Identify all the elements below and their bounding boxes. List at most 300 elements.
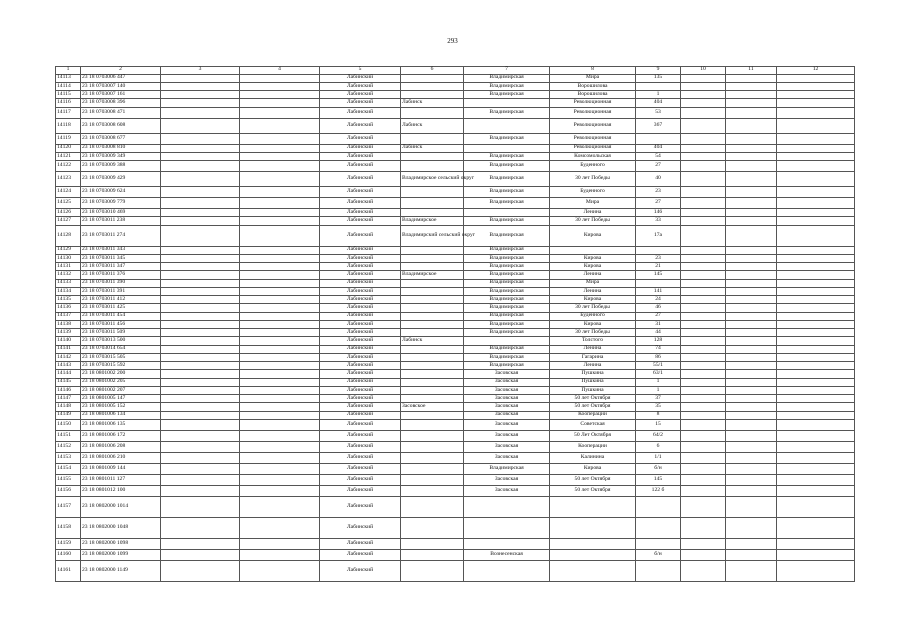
table-cell: Вознесенская: [464, 549, 550, 560]
table-cell: Лабинский: [320, 386, 401, 394]
table-cell: Лабинск: [401, 144, 464, 152]
table-cell: [681, 419, 726, 430]
table-cell: Пушкина: [550, 386, 636, 394]
table-row: [56, 378, 855, 386]
table-cell: 27: [636, 198, 681, 209]
table-row: [56, 82, 855, 90]
table-cell: [161, 91, 240, 99]
table-cell: 14123: [56, 172, 81, 187]
table-cell: 14135: [56, 296, 81, 304]
table-cell: [726, 538, 777, 549]
table-cell: [550, 496, 636, 517]
table-cell: [464, 560, 550, 581]
table-cell: 44: [636, 329, 681, 337]
table-cell: Владимирская: [464, 133, 550, 144]
table-cell: [240, 287, 320, 295]
table-cell: Калинина: [550, 452, 636, 463]
table-cell: [401, 538, 464, 549]
table-cell: Пушкина: [550, 378, 636, 386]
table-cell: [550, 517, 636, 538]
table-cell: [777, 353, 855, 361]
table-cell: Лабинский: [320, 345, 401, 353]
table-cell: Лабинский: [320, 161, 401, 172]
table-cell: 145: [636, 271, 681, 279]
table-cell: [777, 271, 855, 279]
table-cell: 50 Лет Октября: [550, 430, 636, 441]
table-cell: Засовская: [464, 378, 550, 386]
table-cell: Революционная: [550, 118, 636, 133]
table-cell: [401, 107, 464, 118]
table-cell: [681, 538, 726, 549]
table-cell: [726, 337, 777, 345]
table-cell: 14133: [56, 279, 81, 287]
table-cell: 23 18 0703011 509: [81, 329, 161, 337]
table-cell: [401, 304, 464, 312]
table-cell: [726, 187, 777, 198]
table-cell: [681, 107, 726, 118]
table-cell: 23 18 0802000 1014: [81, 496, 161, 517]
table-cell: Владимирская: [464, 463, 550, 474]
table-cell: Революционная: [550, 99, 636, 107]
table-cell: [726, 386, 777, 394]
column-header: 3: [161, 67, 240, 75]
table-cell: [401, 353, 464, 361]
register-table: [55, 66, 855, 582]
table-cell: 14143: [56, 362, 81, 370]
table-cell: [161, 463, 240, 474]
table-cell: 14122: [56, 161, 81, 172]
table-cell: [464, 144, 550, 152]
table-cell: 14145: [56, 378, 81, 386]
table-cell: Лабинский: [320, 362, 401, 370]
table-cell: [636, 133, 681, 144]
table-cell: 404: [636, 99, 681, 107]
table-cell: 50 лет Октября: [550, 395, 636, 403]
table-cell: [777, 118, 855, 133]
table-row: [56, 91, 855, 99]
table-cell: Кирова: [550, 225, 636, 246]
table-cell: 14149: [56, 411, 81, 419]
table-row: [56, 225, 855, 246]
table-cell: [681, 118, 726, 133]
table-cell: Лабинский: [320, 538, 401, 549]
table-cell: 15: [636, 419, 681, 430]
table-cell: Лабинский: [320, 337, 401, 345]
table-cell: [401, 430, 464, 441]
table-cell: Владимирская: [464, 320, 550, 328]
table-cell: Ворошилова: [550, 82, 636, 90]
table-cell: [726, 118, 777, 133]
table-cell: [161, 296, 240, 304]
table-cell: [681, 187, 726, 198]
table-cell: [681, 144, 726, 152]
table-cell: [161, 254, 240, 262]
table-cell: Владимирская: [464, 329, 550, 337]
table-cell: [464, 209, 550, 217]
table-cell: [240, 225, 320, 246]
table-cell: 86: [636, 353, 681, 361]
table-cell: 23 18 0801006 134: [81, 411, 161, 419]
table-row: [56, 395, 855, 403]
table-cell: [401, 386, 464, 394]
table-cell: 23 18 0801002 207: [81, 386, 161, 394]
table-cell: 23 18 0703006 447: [81, 74, 161, 82]
table-cell: 128: [636, 337, 681, 345]
table-cell: Владимирская: [464, 172, 550, 187]
table-cell: 14132: [56, 271, 81, 279]
table-cell: Засовское: [401, 403, 464, 411]
table-cell: [464, 496, 550, 517]
table-cell: [681, 452, 726, 463]
table-cell: 14136: [56, 304, 81, 312]
table-cell: Владимирская: [464, 91, 550, 99]
table-row: [56, 441, 855, 452]
table-cell: Мира: [550, 74, 636, 82]
table-cell: [401, 452, 464, 463]
table-cell: [240, 198, 320, 209]
table-cell: Лабинский: [320, 378, 401, 386]
table-cell: 14144: [56, 370, 81, 378]
table-cell: Владимирская: [464, 161, 550, 172]
table-cell: [240, 430, 320, 441]
table-cell: 14142: [56, 353, 81, 361]
table-cell: Владимирская: [464, 312, 550, 320]
table-row: [56, 353, 855, 361]
table-header-row: [56, 67, 855, 75]
table-cell: [726, 263, 777, 271]
table-cell: 14161: [56, 560, 81, 581]
table-cell: 35: [636, 403, 681, 411]
table-cell: [240, 161, 320, 172]
table-cell: [636, 246, 681, 254]
table-cell: Мира: [550, 198, 636, 209]
table-row: [56, 217, 855, 225]
table-cell: [777, 403, 855, 411]
table-cell: [550, 549, 636, 560]
table-cell: [161, 263, 240, 271]
table-cell: 14138: [56, 320, 81, 328]
table-cell: Владимирская: [464, 152, 550, 160]
table-cell: [681, 279, 726, 287]
table-cell: [401, 411, 464, 419]
table-cell: [161, 198, 240, 209]
table-cell: Засовская: [464, 485, 550, 496]
table-cell: Лабинский: [320, 320, 401, 328]
table-cell: [161, 152, 240, 160]
table-cell: [726, 560, 777, 581]
table-cell: 8: [636, 411, 681, 419]
table-cell: 14124: [56, 187, 81, 198]
table-cell: [464, 517, 550, 538]
table-cell: 14148: [56, 403, 81, 411]
table-cell: [401, 362, 464, 370]
table-cell: [777, 99, 855, 107]
table-cell: [777, 263, 855, 271]
table-cell: 14113: [56, 74, 81, 82]
table-cell: Лабинский: [320, 118, 401, 133]
table-cell: 23 18 0703008 677: [81, 133, 161, 144]
table-cell: 23 18 0802000 1098: [81, 538, 161, 549]
table-cell: [681, 395, 726, 403]
table-cell: [726, 172, 777, 187]
table-cell: 23 18 0703009 349: [81, 152, 161, 160]
table-cell: [726, 217, 777, 225]
table-cell: [161, 187, 240, 198]
table-cell: [726, 209, 777, 217]
table-cell: [681, 329, 726, 337]
table-cell: [240, 320, 320, 328]
table-cell: [681, 386, 726, 394]
table-cell: 54: [636, 152, 681, 160]
table-cell: [161, 549, 240, 560]
table-cell: 23 18 0801006 210: [81, 452, 161, 463]
table-cell: [161, 496, 240, 517]
table-cell: [726, 225, 777, 246]
table-cell: [777, 217, 855, 225]
table-cell: Комсомольская: [550, 152, 636, 160]
table-cell: [401, 549, 464, 560]
table-cell: [777, 161, 855, 172]
table-cell: Кирова: [550, 263, 636, 271]
table-cell: [777, 485, 855, 496]
table-cell: [777, 549, 855, 560]
table-cell: Владимирское сельский округ: [401, 172, 464, 187]
table-cell: 23 18 0703009 779: [81, 198, 161, 209]
table-cell: Лабинский: [320, 279, 401, 287]
table-cell: [777, 329, 855, 337]
table-row: [56, 419, 855, 430]
table-row: [56, 496, 855, 517]
table-cell: б/н: [636, 549, 681, 560]
table-cell: [681, 362, 726, 370]
table-cell: Засовская: [464, 452, 550, 463]
table-cell: [464, 118, 550, 133]
table-cell: 37: [636, 395, 681, 403]
table-cell: [161, 441, 240, 452]
table-cell: [726, 419, 777, 430]
table-cell: [777, 496, 855, 517]
table-cell: Ленина: [550, 209, 636, 217]
table-cell: [726, 362, 777, 370]
table-cell: [726, 271, 777, 279]
table-cell: [161, 474, 240, 485]
table-cell: Лабинский: [320, 263, 401, 271]
table-cell: [681, 161, 726, 172]
table-cell: [240, 538, 320, 549]
table-cell: Ленина: [550, 345, 636, 353]
table-cell: 23 18 0703014 654: [81, 345, 161, 353]
table-cell: [777, 337, 855, 345]
table-cell: [161, 279, 240, 287]
table-cell: [681, 271, 726, 279]
table-cell: Лабинск: [401, 99, 464, 107]
table-row: [56, 118, 855, 133]
table-cell: [240, 304, 320, 312]
table-cell: [161, 337, 240, 345]
table-cell: [681, 403, 726, 411]
table-cell: [777, 441, 855, 452]
table-cell: 23 18 0703011 391: [81, 287, 161, 295]
table-cell: [681, 198, 726, 209]
table-cell: 23 18 0703008 608: [81, 118, 161, 133]
table-cell: [681, 74, 726, 82]
table-cell: [161, 320, 240, 328]
table-cell: [240, 419, 320, 430]
table-cell: Владимирская: [464, 271, 550, 279]
table-cell: Кирова: [550, 296, 636, 304]
table-cell: [240, 353, 320, 361]
table-cell: [401, 395, 464, 403]
table-cell: Лабинский: [320, 287, 401, 295]
table-cell: [401, 187, 464, 198]
table-cell: 30 лет Победы: [550, 172, 636, 187]
table-row: [56, 560, 855, 581]
table-cell: 14153: [56, 452, 81, 463]
table-row: [56, 144, 855, 152]
table-cell: Кирова: [550, 320, 636, 328]
table-cell: [240, 246, 320, 254]
table-cell: [161, 345, 240, 353]
table-cell: [401, 254, 464, 262]
table-cell: Кирова: [550, 254, 636, 262]
table-cell: [777, 320, 855, 328]
table-cell: 23 18 0703009 429: [81, 172, 161, 187]
table-cell: 23 18 0703015 592: [81, 362, 161, 370]
table-cell: Лабинский: [320, 296, 401, 304]
table-cell: 23 18 0703008 471: [81, 107, 161, 118]
table-cell: [726, 395, 777, 403]
table-cell: [777, 187, 855, 198]
table-cell: б/н: [636, 463, 681, 474]
table-cell: Лабинск: [401, 118, 464, 133]
table-cell: Лабинский: [320, 304, 401, 312]
table-cell: Засовская: [464, 441, 550, 452]
table-cell: [726, 430, 777, 441]
table-cell: [240, 517, 320, 538]
table-cell: [401, 209, 464, 217]
table-cell: 14114: [56, 82, 81, 90]
table-cell: [726, 441, 777, 452]
table-cell: 23 18 0801006 172: [81, 430, 161, 441]
table-cell: 14159: [56, 538, 81, 549]
table-cell: [681, 353, 726, 361]
table-cell: [161, 133, 240, 144]
table-cell: 23 18 0703011 390: [81, 279, 161, 287]
table-cell: Засовская: [464, 419, 550, 430]
table-cell: 14155: [56, 474, 81, 485]
table-cell: [401, 263, 464, 271]
table-row: [56, 411, 855, 419]
table-cell: [726, 82, 777, 90]
table-row: [56, 133, 855, 144]
table-cell: [240, 496, 320, 517]
table-cell: [726, 329, 777, 337]
table-row: [56, 430, 855, 441]
table-row: [56, 337, 855, 345]
table-cell: 6: [636, 441, 681, 452]
table-cell: 14152: [56, 441, 81, 452]
table-row: [56, 386, 855, 394]
table-row: [56, 485, 855, 496]
table-cell: [777, 304, 855, 312]
table-cell: [681, 263, 726, 271]
table-cell: [777, 133, 855, 144]
table-cell: 23 18 0703011 343: [81, 246, 161, 254]
table-cell: 23 18 0703010 469: [81, 209, 161, 217]
table-cell: [777, 430, 855, 441]
table-cell: 145: [636, 474, 681, 485]
table-cell: [777, 560, 855, 581]
table-cell: [401, 296, 464, 304]
table-cell: 14137: [56, 312, 81, 320]
table-cell: [161, 370, 240, 378]
table-cell: 14128: [56, 225, 81, 246]
table-cell: [726, 353, 777, 361]
table-cell: [726, 452, 777, 463]
table-cell: Владимирская: [464, 263, 550, 271]
table-cell: [681, 411, 726, 419]
table-cell: Лабинский: [320, 144, 401, 152]
table-cell: [401, 496, 464, 517]
table-cell: [161, 161, 240, 172]
table-cell: [401, 312, 464, 320]
table-cell: 50 лет Октября: [550, 403, 636, 411]
table-cell: 23 18 0703011 238: [81, 217, 161, 225]
table-cell: Владимирская: [464, 74, 550, 82]
table-cell: Владимирская: [464, 287, 550, 295]
table-cell: 23: [636, 254, 681, 262]
table-cell: [636, 82, 681, 90]
table-cell: 50 лет Октября: [550, 474, 636, 485]
table-cell: 14116: [56, 99, 81, 107]
table-cell: Ленина: [550, 287, 636, 295]
table-cell: [681, 209, 726, 217]
table-cell: [726, 485, 777, 496]
table-cell: [401, 463, 464, 474]
table-cell: Революционная: [550, 133, 636, 144]
table-cell: Владимирская: [464, 345, 550, 353]
table-cell: [240, 74, 320, 82]
table-cell: [401, 517, 464, 538]
table-cell: Буденного: [550, 161, 636, 172]
table-cell: Ворошилова: [550, 91, 636, 99]
table-cell: 23 18 0703011 454: [81, 312, 161, 320]
table-cell: [681, 296, 726, 304]
table-cell: 23 18 0703011 347: [81, 263, 161, 271]
table-cell: 1: [636, 91, 681, 99]
table-cell: [681, 246, 726, 254]
table-cell: 17а: [636, 225, 681, 246]
column-header: 9: [636, 67, 681, 75]
table-cell: [777, 345, 855, 353]
table-row: [56, 312, 855, 320]
table-cell: [777, 296, 855, 304]
table-row: [56, 198, 855, 209]
table-cell: [636, 560, 681, 581]
table-cell: [464, 538, 550, 549]
table-cell: 23 18 0703009 388: [81, 161, 161, 172]
table-row: [56, 172, 855, 187]
table-cell: 24: [636, 296, 681, 304]
table-cell: [681, 133, 726, 144]
table-cell: [240, 82, 320, 90]
table-cell: [240, 187, 320, 198]
table-cell: Лабинский: [320, 560, 401, 581]
table-cell: [726, 91, 777, 99]
table-cell: 23 18 0801006 135: [81, 419, 161, 430]
table-cell: 23 18 0801006 208: [81, 441, 161, 452]
table-cell: [240, 403, 320, 411]
